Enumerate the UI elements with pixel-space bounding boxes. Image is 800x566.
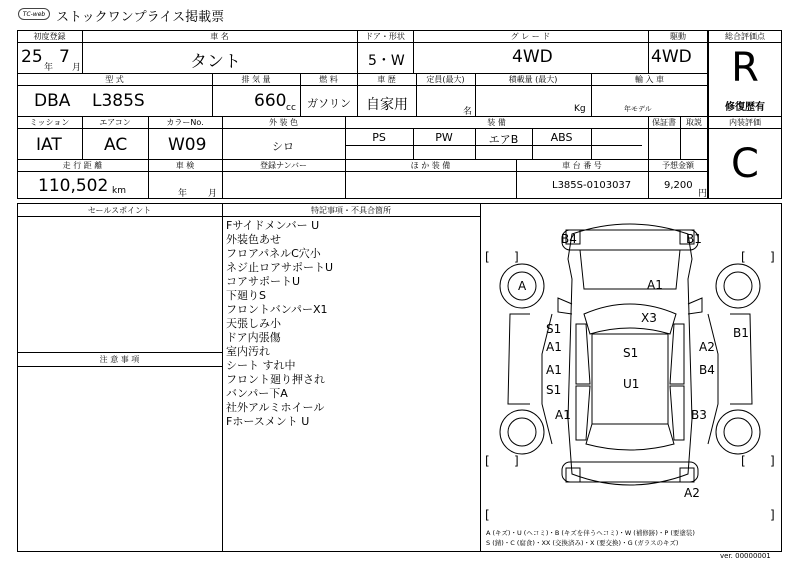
- inspection-year-unit: 年: [178, 189, 188, 199]
- label-reg-number: 登録ナンバー: [259, 161, 308, 170]
- bracket-mark: [: [485, 508, 490, 522]
- price: 9,200: [664, 180, 693, 191]
- label-ext-color: 外 装 色: [268, 118, 299, 127]
- list-item: 外装色あせ: [226, 233, 281, 246]
- label-chassis-no: 車 台 番 号: [562, 161, 602, 170]
- list-item: ネジ止ロアサポートU: [226, 261, 334, 274]
- label-door-type: ドア・形状: [365, 32, 405, 41]
- history: 自家用: [366, 97, 408, 113]
- fuel: ガソリン: [307, 97, 351, 110]
- damage-mark: X3: [641, 311, 657, 325]
- label-drive: 駆動: [670, 32, 686, 41]
- page-title: ストックワンプライス掲載票: [56, 10, 225, 25]
- import-year: 年モデル: [624, 105, 652, 113]
- list-item: コアサポートU: [226, 275, 301, 288]
- legend-line: S (錆)・C (腐食)・XX (交換済み)・X (要交換)・G (ガラスのキズ): [486, 539, 679, 547]
- damage-mark: A1: [647, 278, 663, 292]
- chassis-no: L385S-0103037: [552, 180, 632, 191]
- car-damage-diagram: [480, 204, 780, 534]
- month-unit: 月: [72, 63, 82, 73]
- mileage: 110,502: [38, 176, 109, 196]
- load-unit: Kg: [574, 104, 586, 114]
- damage-mark: S1: [546, 322, 562, 336]
- equipment-item: エアB: [488, 133, 519, 146]
- equipment-item: ABS: [550, 131, 573, 144]
- label-aircon: エアコン: [99, 118, 131, 127]
- version-label: ver. 00000001: [720, 552, 771, 560]
- list-item: Fホースメント U: [226, 415, 310, 428]
- damage-mark: A2: [684, 486, 700, 500]
- damage-mark: S1: [623, 346, 639, 360]
- km-unit: km: [112, 186, 126, 196]
- label-capacity: 定員(最大): [426, 75, 465, 84]
- label-inspection: 車 検: [175, 161, 195, 170]
- bracket-mark: ]: [514, 250, 519, 264]
- price-unit: 円: [698, 189, 708, 199]
- list-item: ドア内張傷: [226, 331, 281, 344]
- spec-grid: [17, 30, 708, 199]
- legend-line: A (キズ)・U (ヘコミ)・B (キズを伴うヘコミ)・W (補修跡)・P (要塗装): [486, 529, 695, 537]
- bracket-mark: ]: [770, 454, 775, 468]
- label-load: 積載量 (最大): [508, 75, 558, 84]
- bracket-mark: ]: [514, 454, 519, 468]
- model-code: L385S: [92, 91, 145, 111]
- label-other-equipment: ほ か 装 備: [410, 161, 451, 170]
- interior-rating: C: [731, 141, 759, 187]
- displacement: 660: [254, 91, 287, 111]
- cc-unit: cc: [286, 103, 296, 113]
- label-grade: グ レ ー ド: [510, 32, 551, 41]
- bracket-mark: [: [485, 454, 490, 468]
- damage-mark: B3: [691, 408, 707, 422]
- mission: IAT: [36, 135, 62, 155]
- label-fuel: 燃 料: [319, 75, 338, 84]
- label-manual: 取説: [686, 118, 702, 127]
- label-displacement: 排 気 量: [241, 75, 271, 84]
- aircon: AC: [104, 135, 128, 155]
- damage-mark: B4: [699, 363, 715, 377]
- drive: 4WD: [651, 47, 692, 67]
- label-price: 予想金額: [662, 161, 694, 170]
- damage-mark: S1: [546, 383, 562, 397]
- capacity-unit: 名: [463, 107, 473, 117]
- notes-label: 注 意 事 項: [99, 355, 140, 364]
- damage-mark: A: [518, 279, 527, 293]
- equipment-item: PS: [372, 131, 386, 144]
- sales-point-label: セールスポイント: [87, 206, 152, 215]
- year-unit: 年: [44, 63, 54, 73]
- list-item: 下廻りS: [226, 289, 266, 302]
- label-first-registration: 初度登録: [33, 32, 66, 41]
- list-item: フロアパネルC穴小: [226, 247, 321, 260]
- damage-mark: A2: [699, 340, 715, 354]
- color-no: W09: [168, 135, 207, 155]
- label-equipment: 装 備: [487, 118, 506, 127]
- label-warranty: 保証書: [652, 118, 676, 127]
- label-mission: ミッション: [29, 118, 70, 127]
- damage-mark: A1: [555, 408, 571, 422]
- damage-mark: A1: [546, 340, 562, 354]
- special-notes-list: [226, 219, 476, 429]
- label-overall-rating: 総合評価点: [725, 32, 765, 41]
- door-type: 5・W: [368, 53, 405, 69]
- grade: 4WD: [512, 47, 553, 67]
- label-mileage: 走 行 距 離: [62, 161, 103, 170]
- list-item: バンパー下A: [226, 387, 288, 400]
- list-item: シート すれ中: [226, 359, 296, 372]
- brand-logo: [18, 8, 50, 20]
- repair-history-flag: 修復歴有: [725, 102, 765, 113]
- label-car-name: 車 名: [210, 32, 229, 41]
- list-item: 天張しみ小: [226, 317, 281, 330]
- damage-mark: U1: [623, 377, 640, 391]
- inspection-month-unit: 月: [208, 189, 218, 199]
- first-reg-year: 25: [21, 47, 43, 67]
- overall-rating: R: [731, 45, 759, 91]
- list-item: フロント廻り押され: [226, 373, 325, 386]
- list-item: 社外アルミホイール: [226, 401, 325, 414]
- bracket-mark: ]: [770, 250, 775, 264]
- list-item: フロントバンパーX1: [226, 303, 328, 316]
- list-item: 室内汚れ: [226, 345, 270, 358]
- ext-color: シロ: [272, 140, 294, 153]
- label-interior-rating: 内装評価: [729, 118, 761, 127]
- damage-mark: A1: [546, 363, 562, 377]
- bracket-mark: ]: [770, 508, 775, 522]
- car-name: タント: [190, 52, 241, 72]
- damage-mark: B4: [561, 232, 577, 246]
- special-notes-label: 特記事項・不具合箇所: [311, 206, 391, 215]
- first-reg-month: 7: [59, 47, 70, 67]
- label-history: 車 歴: [377, 75, 396, 84]
- logo-text: TC-web: [22, 11, 46, 18]
- damage-mark: B1: [686, 232, 702, 246]
- bracket-mark: [: [741, 250, 746, 264]
- list-item: Fサイドメンバー U: [226, 219, 320, 232]
- label-color-no: カラーNo.: [166, 118, 204, 127]
- equipment-item: PW: [435, 131, 453, 144]
- label-import: 輸 入 車: [634, 75, 665, 84]
- bracket-mark: [: [741, 454, 746, 468]
- bracket-mark: [: [485, 250, 490, 264]
- model-prefix: DBA: [34, 91, 71, 111]
- label-model: 型 式: [105, 75, 124, 84]
- damage-mark: B1: [733, 326, 749, 340]
